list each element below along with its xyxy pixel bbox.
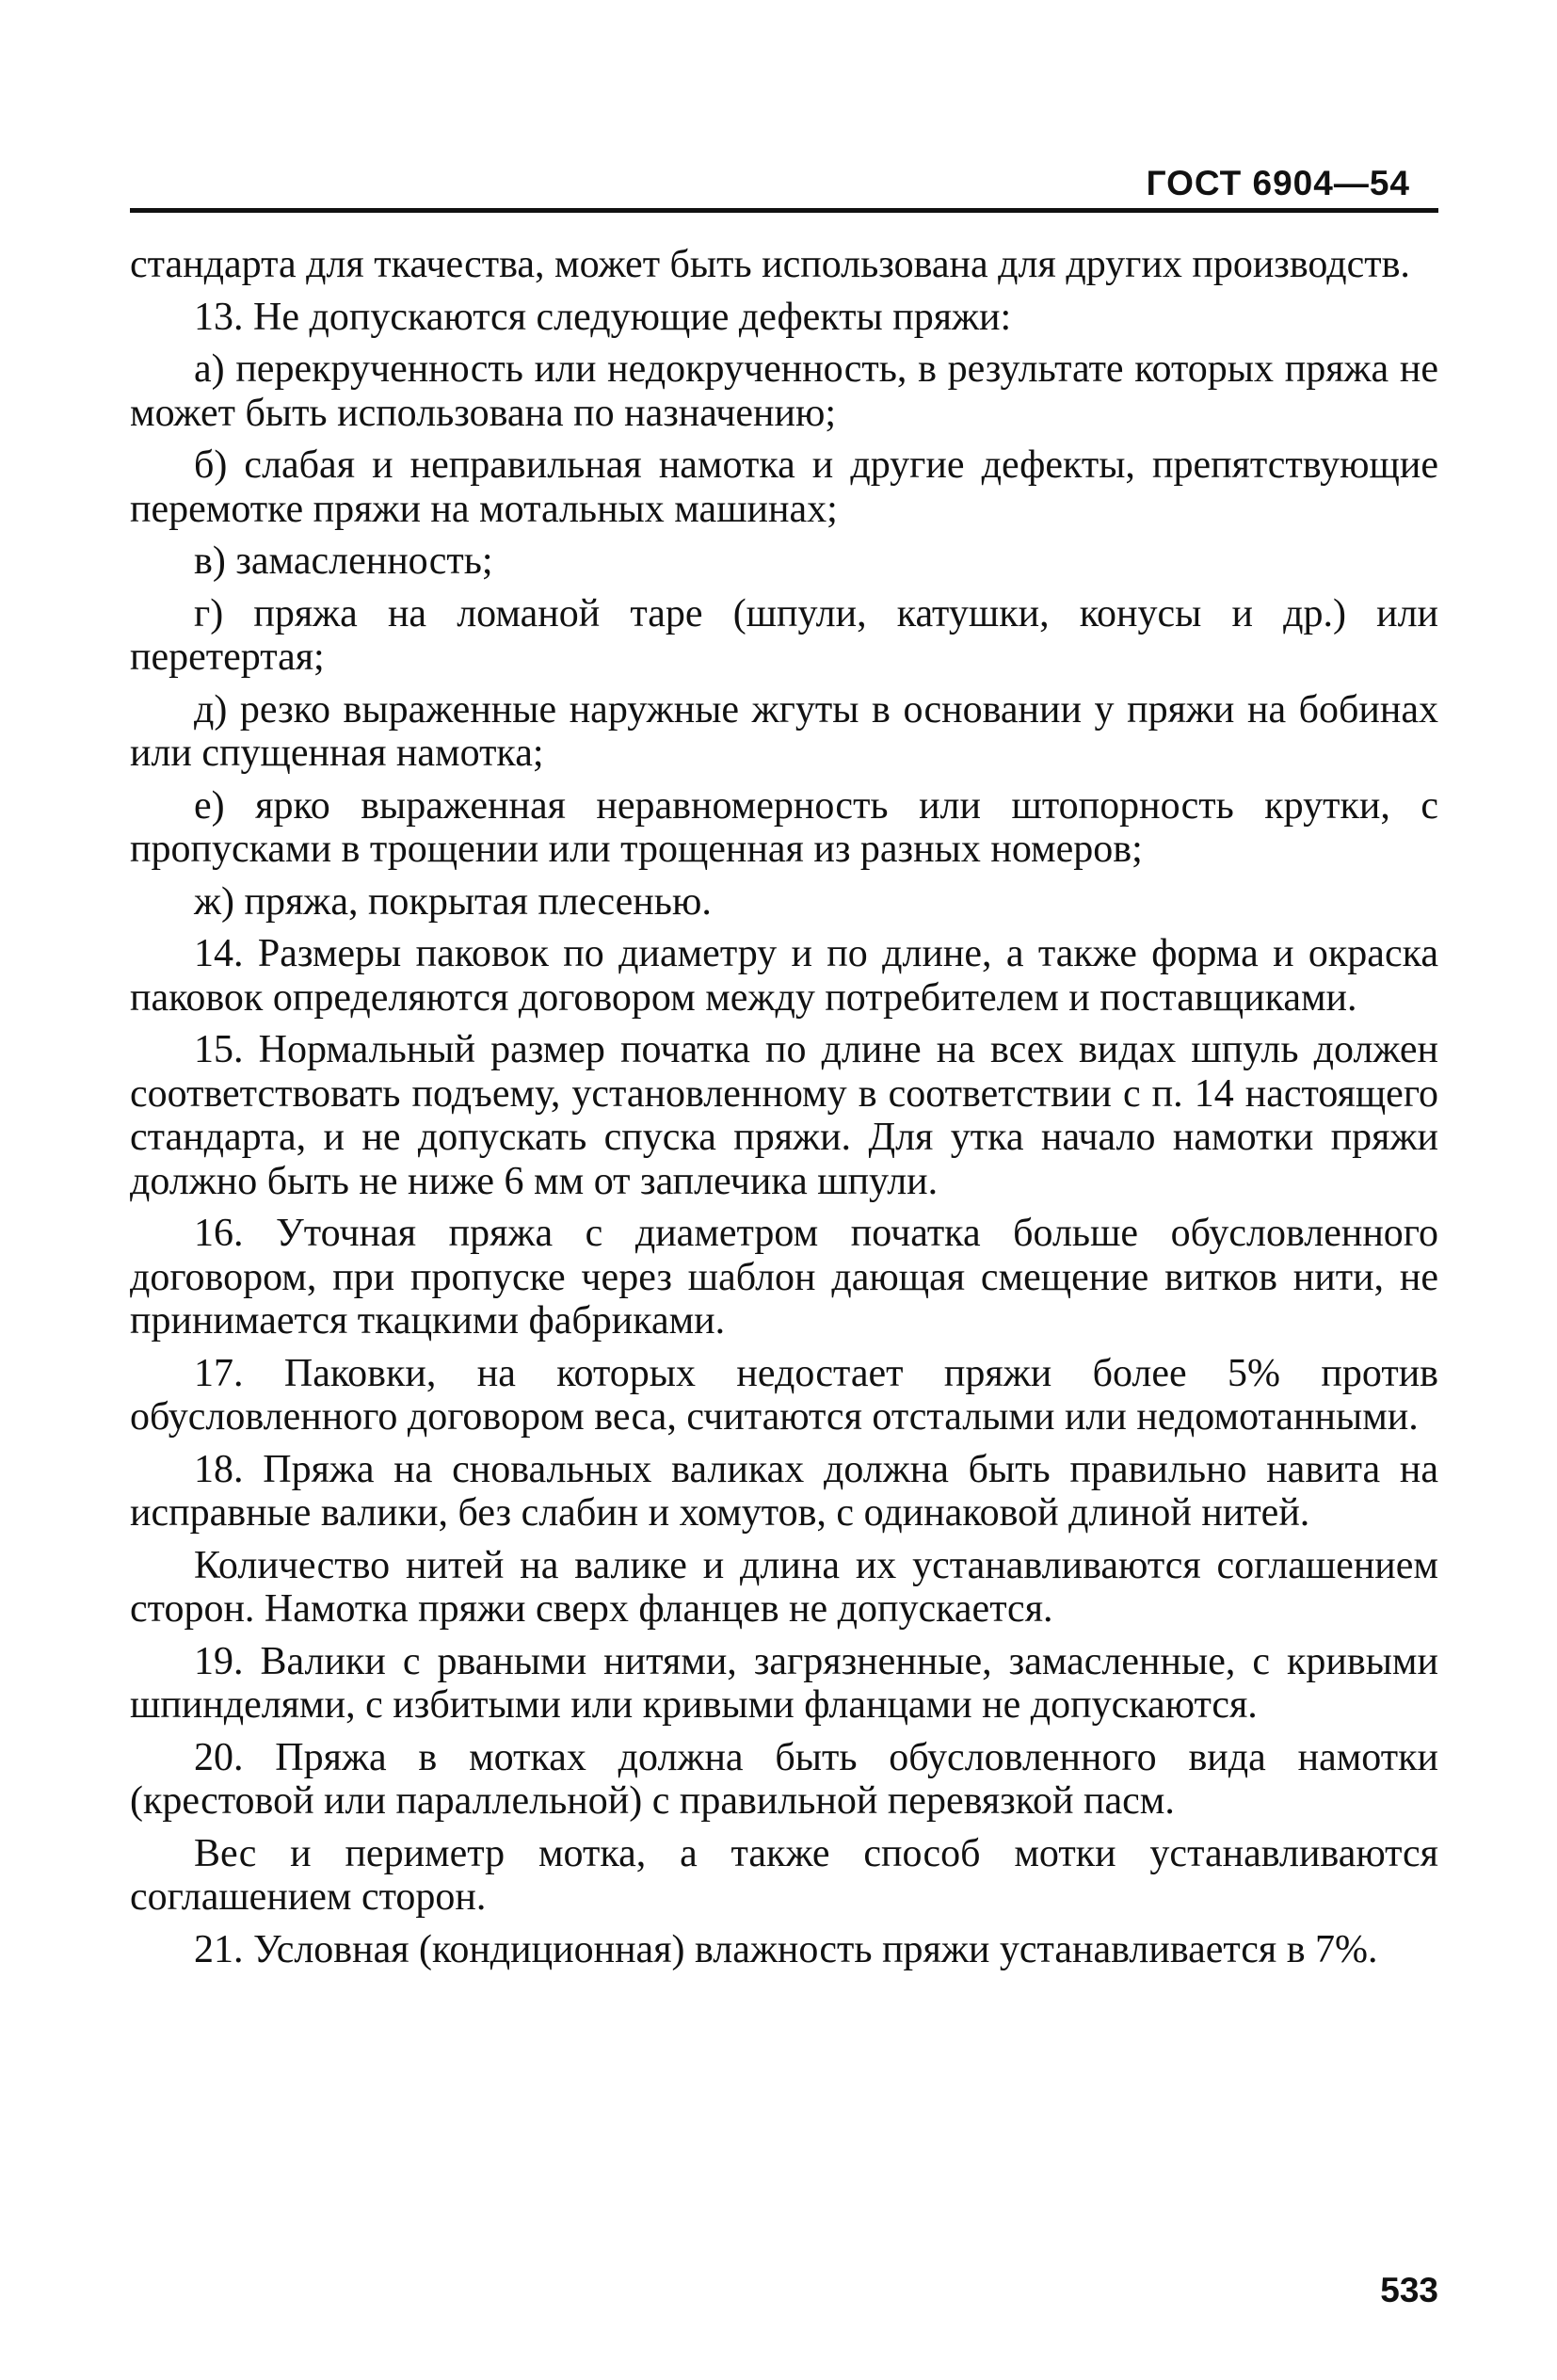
paragraph-13-e: е) ярко выраженная неравномерность или штопорность крутки, с пропусками в трощении или трощенная из разных номеров; [130,783,1438,871]
standard-code: ГОСТ 6904—54 [1146,164,1410,202]
paragraph-13-a: а) перекрученность или недокрученность, в результате которых пряжа не может быть использована по назначению; [130,347,1438,435]
paragraph-16: 16. Уточная пряжа с диаметром початка больше обусловленного договором, при пропуске через шаблон дающая смещение витков нити, не принимается ткацкими фабриками. [130,1212,1438,1343]
paragraph-15: 15. Нормальный размер початка по длине на всех видах шпуль должен соответствовать подъему, установленному в соответствии с п. 14 настоящего стандарта, и не допускать спуска пряжи. Для утка начало намотки пряжи должно быть не ниже 6 мм от заплечика шпули. [130,1028,1438,1203]
document-body [130,243,1438,1980]
paragraph-20-continued: Вес и периметр мотка, а также способ мотки устанавливаются соглашением сторон. [130,1831,1438,1919]
paragraph-19: 19. Валики с рваными нитями, загрязненные, замасленные, с кривыми шпинделями, с избитыми или кривыми фланцами не допускаются. [130,1639,1438,1727]
header-rule [130,208,1438,213]
paragraph-18-continued: Количество нитей на валике и длина их устанавливаются соглашением сторон. Намотка пряжи сверх фланцев не допускается. [130,1543,1438,1631]
paragraph-18: 18. Пряжа на сновальных валиках должна быть правильно навита на исправные валики, без слабин и хомутов, с одинаковой длиной нитей. [130,1447,1438,1535]
paragraph-13-b: б) слабая и неправильная намотка и другие дефекты, препятствующие перемотке пряжи на мотальных машинах; [130,443,1438,531]
paragraph-13-zh: ж) пряжа, покрытая плесенью. [194,879,712,924]
paragraph-21: 21. Условная (кондиционная) влажность пряжи устанавливается в 7%. [194,1927,1378,1971]
paragraph-continuation: стандарта для ткачества, может быть использована для других производств. [130,243,1410,286]
paragraph-13-d: д) резко выраженные наружные жгуты в основании у пряжи на бобинах или спущенная намотка; [130,687,1438,775]
paragraph-13-g: г) пряжа на ломаной таре (шпули, катушки, конусы и др.) или перетертая; [130,591,1438,679]
paragraph-13-v: в) замасленность; [194,539,493,583]
paragraph-13: 13. Не допускаются следующие дефекты пряжи: [194,295,1012,339]
page-header [130,151,1438,207]
paragraph-14: 14. Размеры паковок по диаметру и по длине, а также форма и окраска паковок определяются договором между потребителем и поставщиками. [130,932,1438,1020]
paragraph-20: 20. Пряжа в мотках должна быть обусловленного вида намотки (крестовой или параллельной) с правильной перевязкой пасм. [130,1735,1438,1823]
paragraph-17: 17. Паковки, на которых недостает пряжи более 5% против обусловленного договором веса, считаются отсталыми или недомотанными. [130,1351,1438,1439]
page-number: 533 [1380,2271,1438,2309]
